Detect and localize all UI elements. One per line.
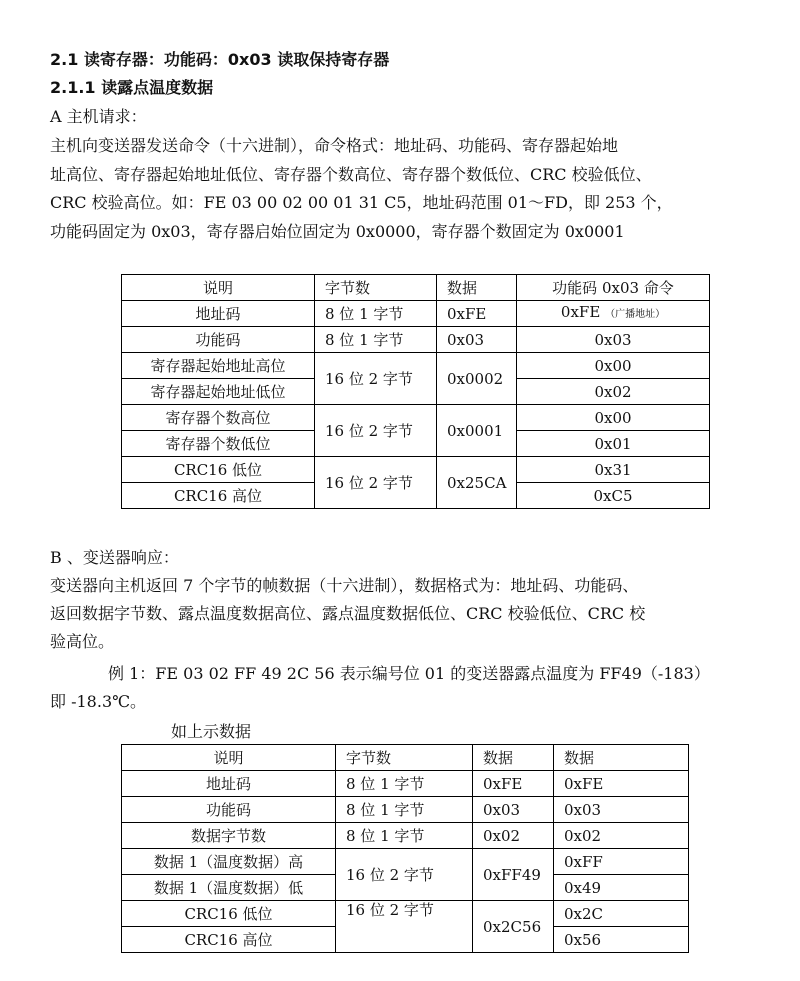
cell-desc: 数据 1（温度数据）低	[122, 875, 336, 901]
table-row	[122, 405, 710, 431]
table-row	[122, 797, 689, 823]
paragraph-a-line: 址高位、寄存器起始地址低位、寄存器个数高位、寄存器个数低位、CRC 校验低位、	[50, 165, 652, 184]
cell-command: 0xC5	[517, 483, 710, 509]
cell-desc: 寄存器个数高位	[122, 405, 315, 431]
cell-data: 0xFF49	[473, 849, 554, 901]
cell-desc: CRC16 低位	[122, 901, 336, 927]
request-command-table	[121, 274, 710, 509]
table-row	[122, 849, 689, 875]
paragraph-a-line: 主机向变送器发送命令（十六进制），命令格式：地址码、功能码、寄存器起始地	[50, 136, 619, 155]
cell-command: 0x02	[517, 379, 710, 405]
table-row	[122, 353, 710, 379]
section-a-title: A 主机请求：	[50, 107, 147, 126]
table-caption: 如上示数据	[171, 722, 252, 741]
cell-data: 0x25CA	[437, 457, 517, 509]
cell-data: 0xFE	[437, 301, 517, 327]
cell-desc: 数据字节数	[122, 823, 336, 849]
cell-data: 0x0002	[437, 353, 517, 405]
cell-desc: 寄存器个数低位	[122, 431, 315, 457]
header-bytes: 字节数	[315, 275, 437, 301]
cell-value: 0x49	[554, 875, 689, 901]
cell-value: 0x2C	[554, 901, 689, 927]
paragraph-b-line: 返回数据字节数、露点温度数据高位、露点温度数据低位、CRC 校验低位、CRC 校	[50, 604, 646, 623]
example-line: 例 1：FE 03 02 FF 49 2C 56 表示编号位 01 的变送器露点温度为 FF49（-183）	[108, 664, 710, 683]
table-header-row	[122, 745, 689, 771]
cell-data: 0xFE	[473, 771, 554, 797]
cell-data: 0x2C56	[473, 901, 554, 953]
cell-desc: CRC16 高位	[122, 483, 315, 509]
cell-command-value: 0xFE	[560, 303, 601, 321]
table-row	[122, 301, 710, 327]
section-heading: 2.1 读寄存器：功能码：0x03 读取保持寄存器	[50, 50, 390, 69]
paragraph-b-line: 变送器向主机返回 7 个字节的帧数据（十六进制），数据格式为：地址码、功能码、	[50, 576, 639, 595]
example-line: 即 -18.3℃。	[50, 692, 147, 711]
cell-desc: 功能码	[122, 327, 315, 353]
cell-bytes: 16 位 2 字节	[315, 457, 437, 509]
response-data-table	[121, 744, 689, 953]
cell-desc: CRC16 高位	[122, 927, 336, 953]
cell-command: 0x00	[517, 405, 710, 431]
cell-value: 0x02	[554, 823, 689, 849]
table-row	[122, 327, 710, 353]
cell-bytes: 16 位 2 字节	[336, 901, 473, 953]
paragraph-b-line: 验高位。	[50, 632, 115, 651]
cell-desc: 寄存器起始地址高位	[122, 353, 315, 379]
cell-bytes: 8 位 1 字节	[315, 301, 437, 327]
paragraph-a-line: 功能码固定为 0x03，寄存器启始位固定为 0x0000，寄存器个数固定为 0x0001	[50, 222, 625, 241]
cell-bytes: 16 位 2 字节	[315, 353, 437, 405]
table-row	[122, 771, 689, 797]
cell-value: 0xFF	[554, 849, 689, 875]
cell-data: 0x03	[473, 797, 554, 823]
cell-command: 0x01	[517, 431, 710, 457]
cell-command: 0x00	[517, 353, 710, 379]
cell-data: 0x02	[473, 823, 554, 849]
header-desc: 说明	[122, 275, 315, 301]
cell-desc: 功能码	[122, 797, 336, 823]
subsection-heading: 2.1.1 读露点温度数据	[50, 78, 214, 97]
cell-data: 0x0001	[437, 405, 517, 457]
cell-desc: 数据 1（温度数据）高	[122, 849, 336, 875]
paragraph-a-line: CRC 校验高位。如：FE 03 00 02 00 01 31 C5，地址码范围 01～FD，即 253 个，	[50, 193, 673, 212]
header-data: 数据	[437, 275, 517, 301]
table-row	[122, 457, 710, 483]
cell-bytes: 16 位 2 字节	[336, 849, 473, 901]
table-row	[122, 823, 689, 849]
header-command: 功能码 0x03 命令	[517, 275, 710, 301]
cell-command	[517, 301, 710, 327]
cell-desc: 地址码	[122, 301, 315, 327]
header-bytes: 字节数	[336, 745, 473, 771]
cell-value: 0x03	[554, 797, 689, 823]
header-desc: 说明	[122, 745, 336, 771]
cell-bytes: 8 位 1 字节	[336, 823, 473, 849]
broadcast-note: （广播地址）	[605, 309, 666, 320]
cell-desc: 地址码	[122, 771, 336, 797]
cell-value: 0x56	[554, 927, 689, 953]
cell-bytes: 8 位 1 字节	[336, 797, 473, 823]
table-row	[122, 901, 689, 927]
cell-data: 0x03	[437, 327, 517, 353]
table-header-row	[122, 275, 710, 301]
section-b-title: B 、变送器响应：	[50, 548, 179, 567]
cell-desc: 寄存器起始地址低位	[122, 379, 315, 405]
cell-value: 0xFE	[554, 771, 689, 797]
cell-bytes: 16 位 2 字节	[315, 405, 437, 457]
cell-bytes: 8 位 1 字节	[315, 327, 437, 353]
header-data: 数据	[473, 745, 554, 771]
cell-desc: CRC16 低位	[122, 457, 315, 483]
header-value: 数据	[554, 745, 689, 771]
cell-bytes: 8 位 1 字节	[336, 771, 473, 797]
cell-command: 0x31	[517, 457, 710, 483]
cell-command: 0x03	[517, 327, 710, 353]
